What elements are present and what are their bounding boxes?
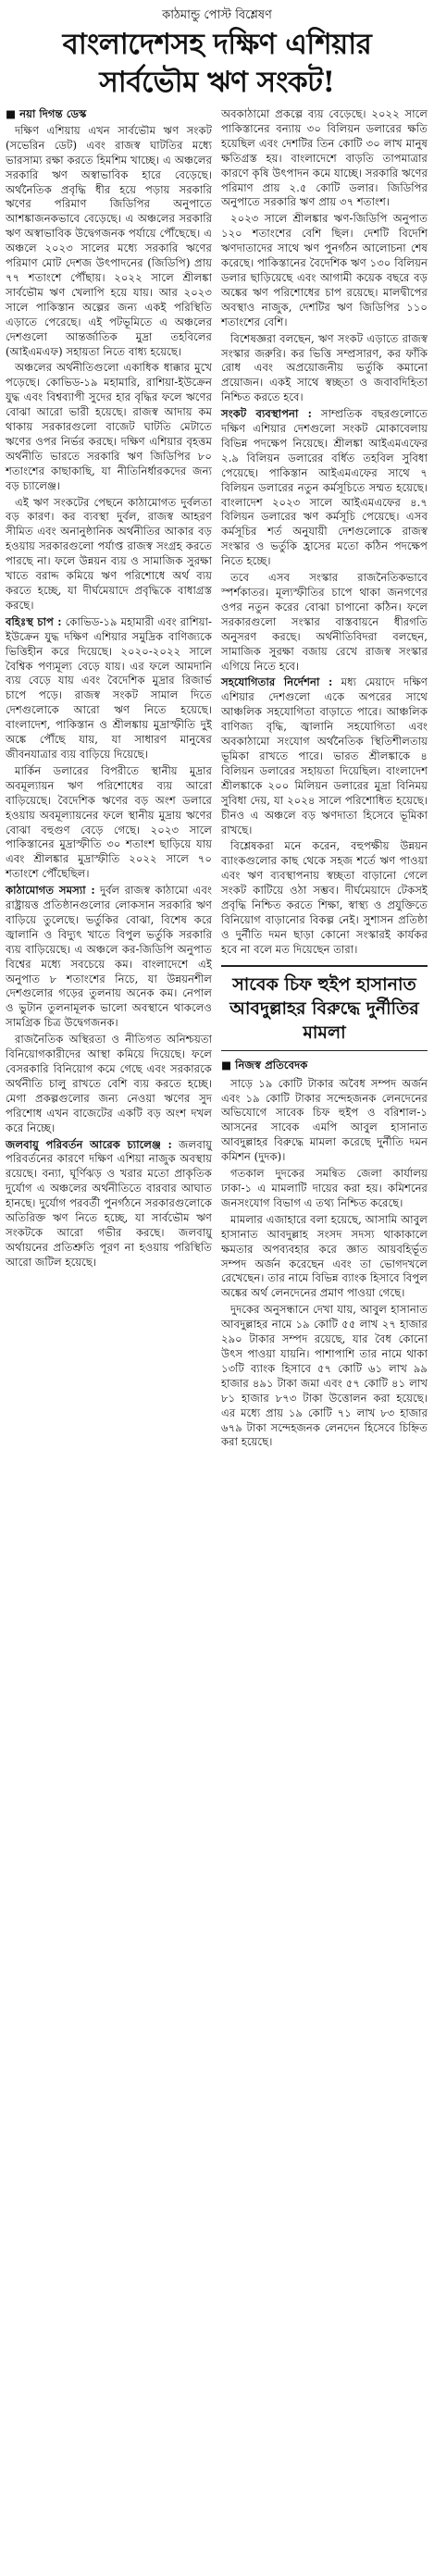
headline-line-2: সার্বভৌম ঋণ সংকট! — [99, 66, 335, 99]
paragraph: মার্কিন ডলারের বিপরীতে স্থানীয় মুদ্রার অবমূল্যায়ন ঋণ পরিশোধের ব্যয় আরো বাড়িয়েছে। বৈদেশিক ঋণের বড় অংশ ডলারে হওয়ায় অবমূল্যায়নের ফলে স্থানীয় মুদ্রায় ঋণের বোঝা বহুগুণ বেড়ে গেছে। ২০২৩ সালে পাকিস্তানের মুদ্রাস্ফীতি ৩০ শতাংশ ছাড়িয়ে যায় এবং শ্রীলঙ্কার মুদ্রাস্ফীতি ২০২২ সালে ৭০ শতাংশে পৌঁছেছিল। — [6, 763, 212, 881]
kicker: কাঠমান্ডু পোস্ট বিশ্লেষণ — [162, 8, 272, 22]
side-story-byline: ■ নিজস্ব প্রতিবেদক — [221, 1058, 308, 1071]
paragraph: জলবায়ু পরিবর্তনের কারণে দক্ষিণ এশিয়া নাজুক অবস্থায় রয়েছে। বন্যা, ঘূর্ণিঝড় ও খরার মতো প্রাকৃতিক দুর্যোগ এ অঞ্চলের অর্থনীতিতে বারবার আঘাত হানছে। দুর্যোগ পরবর্তী পুনর্গঠনে সরকারগুলোকে অতিরিক্ত ঋণ নিতে হচ্ছে, যা সার্বভৌম ঋণ সংকটকে আরো গভীর করছে। জলবায়ু অর্থায়নের প্রতিশ্রুতি পূরণ না হওয়ায় পরিস্থিতি আরো জটিল হয়েছে। — [6, 1137, 212, 1269]
paragraph: এই ঋণ সংকটের পেছনে কাঠামোগত দুর্বলতা বড় কারণ। কর ব্যবস্থা দুর্বল, রাজস্ব আহরণ সীমিত এবং অনানুষ্ঠানিক অর্থনীতির আকার বড় হওয়ায় সরকারগুলো পর্যাপ্ত রাজস্ব সংগ্রহ করতে পারছে না। ফলে উন্নয়ন ব্যয় ও সামাজিক সুরক্ষা খাতে বরাদ্দ কমিয়ে ঋণ পরিশোধে অর্থ ব্যয় করতে হচ্ছে, যা দীর্ঘমেয়াদে প্রবৃদ্ধিকে বাধাগ্রস্ত করছে। — [6, 495, 212, 612]
paragraph: রাজনৈতিক অস্থিরতা ও নীতিগত অনিশ্চয়তা বিনিয়োগকারীদের আস্থা কমিয়ে দিয়েছে। ফলে বেসরকারি বিনিয়োগ কমে গেছে এবং সরকারকে অর্থনীতি চালু রাখতে বেশি ব্যয় করতে হচ্ছে। মেগা প্রকল্পগুলোর জন্য নেওয়া ঋণের সুদ পরিশোধ এখন বাজেটের একটি বড় অংশ দখল করে নিচ্ছে। — [6, 1033, 212, 1134]
paragraph: বিশেষজ্ঞরা বলছেন, ঋণ সংকট এড়াতে রাজস্ব সংস্কার জরুরি। কর ভিত্তি সম্প্রসারণ, কর ফাঁকি রোধ এবং অপ্রয়োজনীয় ভর্তুকি কমানো প্রয়োজন। একই সাথে স্বচ্ছতা ও জবাবদিহিতা নিশ্চিত করতে হবে। — [221, 331, 428, 404]
right-column — [221, 107, 428, 1452]
left-column — [6, 107, 212, 1452]
paragraph: দুর্বল রাজস্ব কাঠামো এবং রাষ্ট্রায়ত্ত প্রতিষ্ঠানগুলোর লোকসান সরকারি ঋণ বাড়িয়ে তুলেছে। ভর্তুকির বোঝা, বিশেষ করে জ্বালানি ও বিদ্যুৎ খাতে বিপুল ভর্তুকি সরকারি ব্যয় বাড়িয়েছে। এ অঞ্চলে কর-জিডিপি অনুপাত বিশ্বের মধ্যে সবচেয়ে কম। বাংলাদেশে এই অনুপাত ৮ শতাংশের নিচে, যা উন্নয়নশীল দেশগুলোর গড়ের তুলনায় অনেক কম। নেপাল ও ভুটান তুলনামূলক ভালো অবস্থানে থাকলেও সামগ্রিক চিত্র উদ্বেগজনক। — [6, 884, 212, 1030]
paragraph: অবকাঠামো প্রকল্পে ব্যয় বেড়েছে। ২০২২ সালে পাকিস্তানের বন্যায় ৩০ বিলিয়ন ডলারের ক্ষতি হয়েছিল এবং দেশটির তিন কোটি ৩০ লাখ মানুষ ক্ষতিগ্রস্ত হয়। বাংলাদেশে বাড়তি তাপমাত্রার কারণে কৃষি উৎপাদন কমে যাচ্ছে। সরকারি ঋণের পরিমাণ প্রায় ২.৫ কোটি ডলার। জিডিপির অনুপাতে সরকারি ঋণ প্রায় ৩৭ শতাংশ। — [221, 107, 428, 209]
headline — [6, 26, 428, 102]
paragraph: কোভিড-১৯ মহামারী এবং রাশিয়া-ইউক্রেন যুদ্ধ দক্ষিণ এশিয়ার সমুদ্রিক বাণিজ্যকে ভিত্তিহীন করে দিয়েছে। ২০২০-২০২২ সালে বৈশ্বিক পণ্যমূল্য বেড়ে যায়। এর ফলে আমদানি ব্যয় বেড়ে যায় এবং বৈদেশিক মুদ্রার রিজার্ভ চাপে পড়ে। রাজস্ব সংকট সামাল দিতে দেশগুলোকে আরো ঋণ নিতে হয়েছে। বাংলাদেশ, পাকিস্তান ও শ্রীলঙ্কায় মুদ্রাস্ফীতি দুই অঙ্কে পৌঁছে যায়, যা সাধারণ মানুষের জীবনযাত্রার ব্যয় বাড়িয়ে দিয়েছে। — [6, 614, 212, 761]
subheading: জলবায়ু পরিবর্তন আরেক চ্যালেঞ্জ : — [6, 1137, 172, 1151]
subheading: সংকট ব্যবস্থাপনা : — [221, 407, 312, 421]
paragraph: ২০২৩ সালে শ্রীলঙ্কার ঋণ-জিডিপি অনুপাত ১২০ শতাংশের বেশি ছিল। দেশটি বিদেশি ঋণদাতাদের সাথে ঋণ পুনর্গঠন আলোচনা শেষ করেছে। পাকিস্তানের বৈদেশিক ঋণ ১৩০ বিলিয়ন ডলার ছাড়িয়েছে এবং আগামী কয়েক বছরে বড় অঙ্কের ঋণ পরিশোধের চাপ রয়েছে। মালদ্বীপের অবস্থাও নাজুক, দেশটির ঋণ জিডিপির ১১০ শতাংশের বেশি। — [221, 212, 428, 328]
paragraph: অঞ্চলের অর্থনীতিগুলো একাধিক ধাক্কার মুখে পড়েছে। কোভিড-১৯ মহামারি, রাশিয়া-ইউক্রেন যুদ্ধ এবং বিশ্বব্যাপী সুদের হার বৃদ্ধির ফলে ঋণের বোঝা আরো ভারী হয়েছে। রাজস্ব আদায় কম থাকায় সরকারগুলো বাজেট ঘাটতি মেটাতে ঋণের ওপর নির্ভর করছে। দক্ষিণ এশিয়ার বৃহত্তম অর্থনীতি ভারতে সরকারি ঋণ জিডিপির ৮০ শতাংশের কাছাকাছি, যা নীতিনির্ধারকদের জন্য বড় চ্যালেঞ্জ। — [6, 361, 212, 492]
headline-line-1: বাংলাদেশসহ দক্ষিণ এশিয়ার — [62, 28, 372, 61]
side-story — [221, 965, 428, 1051]
side-paragraph: মামলার এজাহারে বলা হয়েছে, আসামি আবুল হাসানাত আবদুল্লাহ সংসদ সদস্য থাকাকালে ক্ষমতার অপব্যবহার করে জ্ঞাত আয়বহির্ভূত সম্পদ অর্জন করেছেন এবং তা ভোগদখলে রেখেছেন। তার নামে বিভিন্ন ব্যাংক হিসাবে বিপুল অঙ্কের অর্থ লেনদেনের প্রমাণ পাওয়া গেছে। — [221, 1212, 428, 1300]
subheading: সহযোগিতার নির্দেশনা : — [221, 675, 333, 689]
byline: ■ নয়া দিগন্ত ডেস্ক — [6, 107, 87, 120]
side-paragraph: সাড়ে ১৯ কোটি টাকার অবৈধ সম্পদ অর্জন এবং ১৯ কোটি টাকার সন্দেহজনক লেনদেনের অভিযোগে সাবেক চিফ হুইপ ও বরিশাল-১ আসনের সাবেক এমপি আবুল হাসানাত আবদুল্লাহর বিরুদ্ধে মামলা করেছে দুর্নীতি দমন কমিশন (দুদক)। — [221, 1076, 428, 1164]
subheading: কাঠামোগত সমস্যা : — [6, 884, 95, 898]
paragraph: মধ্য মেয়াদে দক্ষিণ এশিয়ার দেশগুলো একে অপরের সাথে আঞ্চলিক সহযোগিতা বাড়াতে পারে। আঞ্চলিক বাণিজ্য বৃদ্ধি, জ্বালানি সহযোগিতা এবং অবকাঠামো সংযোগ অর্থনৈতিক স্থিতিশীলতায় ভূমিকা রাখতে পারে। ভারত শ্রীলঙ্কাকে ৪ বিলিয়ন ডলারের সহায়তা দিয়েছিল। বাংলাদেশ শ্রীলঙ্কাকে ২০০ মিলিয়ন ডলারের মুদ্রা বিনিময় সুবিধা দেয়, যা ২০২৪ সালে পরিশোধিত হয়েছে। চীনও এ অঞ্চলে বড় ঋণদাতা হিসেবে ভূমিকা রাখছে। — [221, 675, 428, 836]
side-story-headline: সাবেক চিফ হুইপ হাসানাত আবদুল্লাহর বিরুদ্ধে দুর্নীতির মামলা — [229, 973, 419, 1043]
article-columns — [6, 107, 428, 1452]
paragraph: সাম্প্রতিক বছরগুলোতে দক্ষিণ এশিয়ার দেশগুলো সংকট মোকাবেলায় বিভিন্ন পদক্ষেপ নিয়েছে। শ্রীলঙ্কা আইএমএফের ২.৯ বিলিয়ন ডলারের বর্ধিত তহবিল সুবিধা পেয়েছে। পাকিস্তান আইএমএফের সাথে ৭ বিলিয়ন ডলারের নতুন কর্মসূচিতে সম্মত হয়েছে। বাংলাদেশ ২০২৩ সালে আইএমএফের ৪.৭ বিলিয়ন ডলারের ঋণ কর্মসূচি পেয়েছে। এসব কর্মসূচির শর্ত অনুযায়ী দেশগুলোকে রাজস্ব সংস্কার ও ভর্তুকি হ্রাসের মতো কঠিন পদক্ষেপ নিতে হচ্ছে। — [221, 407, 428, 568]
side-paragraph: গতকাল দুদকের সমন্বিত জেলা কার্যালয় ঢাকা-১ এ মামলাটি দায়ের করা হয়। কমিশনের জনসংযোগ বিভাগ এ তথ্য নিশ্চিত করেছে। — [221, 1167, 428, 1209]
paragraph: বিশ্লেষকরা মনে করেন, বহুপক্ষীয় উন্নয়ন ব্যাংকগুলোর কাছ থেকে সহজ শর্তে ঋণ পাওয়া এবং ঋণ ব্যবস্থাপনায় স্বচ্ছতা বাড়ানো গেলে সংকট কাটিয়ে ওঠা সম্ভব। দীর্ঘমেয়াদে টেকসই প্রবৃদ্ধি নিশ্চিত করতে শিক্ষা, স্বাস্থ্য ও প্রযুক্তিতে বিনিয়োগ বাড়ানোর বিকল্প নেই। সুশাসন প্রতিষ্ঠা ও দুর্নীতি দমন ছাড়া কোনো সংস্কারই কার্যকর হবে না বলে মত দিয়েছেন তারা। — [221, 839, 428, 956]
paragraph: দক্ষিণ এশিয়ায় এখন সার্বভৌম ঋণ সংকট (সভেরিন ডেট) এবং রাজস্ব ঘাটতির মধ্যে ভারসাম্য রক্ষা করতে হিমশিম খাচ্ছে। এ অঞ্চলের সরকারি ঋণ অস্বাভাবিক হারে বেড়েছে। অর্থনৈতিক প্রবৃদ্ধি ধীর হয়ে পড়ায় সরকারি ঋণের পরিমাণ জিডিপির অনুপাতে আশঙ্কাজনকভাবে বেড়েছে। এ অঞ্চলের সরকারি ঋণ অস্বাভাবিক উদ্বেগজনক পর্যায়ে পৌঁছেছে। এ অঞ্চলে ২০২৩ সালের মধ্যে সরকারি ঋণের পরিমাণ মোট দেশজ উৎপাদনের (জিডিপি) প্রায় ৭৭ শতাংশে পৌঁছায়। ২০২২ সালে শ্রীলঙ্কা সার্বভৌম ঋণ খেলাপি হয়ে যায়। আর ২০২৩ সালে পাকিস্তান অল্পের জন্য একই পরিস্থিতি এড়াতে পেরেছে। এই পটভূমিতে এ অঞ্চলের দেশগুলো আন্তর্জাতিক মুদ্রা তহবিলের (আইএমএফ) সহায়তা নিতে বাধ্য হয়েছে। — [6, 123, 212, 358]
subheading: বহিঃস্থ চাপ : — [6, 614, 62, 628]
side-paragraph: দুদকের অনুসন্ধানে দেখা যায়, আবুল হাসানাত আবদুল্লাহর নামে ১৯ কোটি ৫৫ লাখ ২৭ হাজার ২৯০ টাকার সম্পদ রয়েছে, যার বৈধ কোনো উৎস পাওয়া যায়নি। পাশাপাশি তার নামে থাকা ১৩টি ব্যাংক হিসাবে ৫৭ কোটি ৬১ লাখ ৯৯ হাজার ৪৯১ টাকা জমা এবং ৫৭ কোটি ৪১ লাখ ৮১ হাজার ৮৭৩ টাকা উত্তোলন করা হয়েছে। এর মধ্যে প্রায় ১৯ কোটি ৭১ লাখ ৮৩ হাজার ৬৭৯ টাকা সন্দেহজনক লেনদেন হিসেবে চিহ্নিত করা হয়েছে। — [221, 1303, 428, 1449]
paragraph: তবে এসব সংস্কার রাজনৈতিকভাবে স্পর্শকাতর। মূল্যস্ফীতির চাপে থাকা জনগণের ওপর নতুন করের বোঝা চাপানো কঠিন। ফলে সরকারগুলো সংস্কার বাস্তবায়নে ধীরগতি অনুসরণ করছে। অর্থনীতিবিদরা বলছেন, সামাজিক সুরক্ষা বজায় রেখে রাজস্ব সংস্কার এগিয়ে নিতে হবে। — [221, 571, 428, 673]
